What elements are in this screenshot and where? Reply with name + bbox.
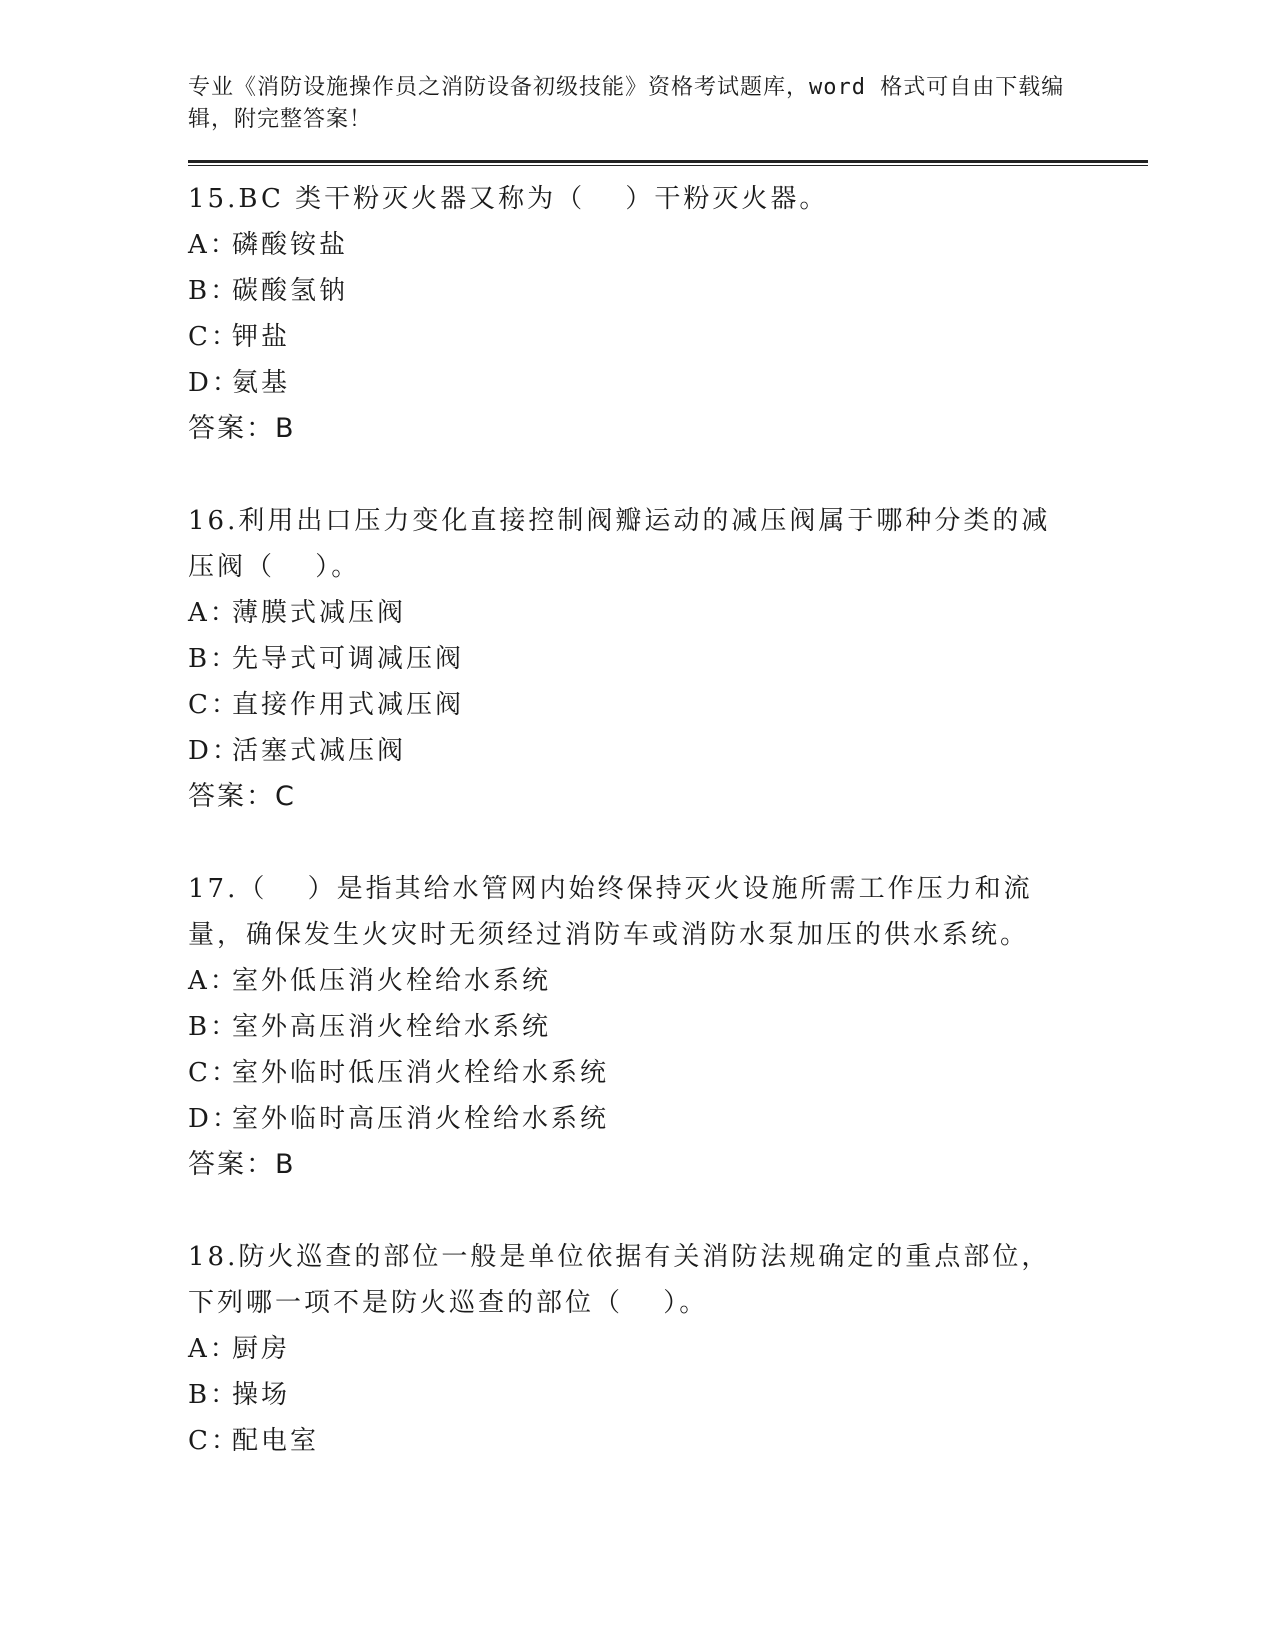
question-stem: 15.BC 类干粉灭火器又称为（ ）干粉灭火器。: [188, 184, 829, 214]
answer-option: [188, 728, 1068, 774]
document-header: 专业《消防设施操作员之消防设备初级技能》资格考试题库，word 格式可自由下载编辑，附完整答案！: [188, 75, 1065, 132]
option-text: 室外临时低压消火栓给水系统: [232, 1058, 610, 1088]
option-key: B：: [188, 1380, 240, 1410]
answer-option: [188, 1004, 1068, 1050]
answer-value: B: [275, 1149, 296, 1180]
option-key: B：: [188, 276, 240, 306]
option-key: A：: [188, 230, 239, 260]
option-text: 磷酸铵盐: [232, 230, 349, 260]
option-text: 配电室: [232, 1426, 320, 1456]
answer-line: [188, 406, 1148, 452]
answer-option: [188, 314, 1068, 360]
question-item: [188, 866, 1148, 1188]
answer-label: 答案：: [188, 1149, 275, 1180]
option-text: 碳酸氢钠: [232, 276, 349, 306]
question-list: [188, 176, 1148, 1464]
answer-option: [188, 1096, 1068, 1142]
option-key: D：: [188, 736, 241, 766]
option-text: 厨房: [232, 1334, 291, 1364]
header-divider: [188, 160, 1148, 163]
option-text: 室外临时高压消火栓给水系统: [232, 1104, 610, 1134]
question-stem: 16.利用出口压力变化直接控制阀瓣运动的减压阀属于哪种分类的减压阀（ ）。: [188, 506, 1051, 582]
answer-option: [188, 268, 1068, 314]
question-item: [188, 176, 1148, 452]
option-text: 氨基: [232, 368, 291, 398]
question-stem: 17.（ ）是指其给水管网内始终保持灭火设施所需工作压力和流量，确保发生火灾时无须经过消防车或消防水泵加压的供水系统。: [188, 874, 1033, 950]
answer-option: [188, 590, 1068, 636]
answer-line: [188, 1142, 1148, 1188]
answer-label: 答案：: [188, 781, 275, 812]
option-text: 室外高压消火栓给水系统: [232, 1012, 552, 1042]
answer-option: [188, 222, 1068, 268]
answer-value: B: [275, 413, 296, 444]
option-key: C：: [188, 1426, 240, 1456]
option-key: C：: [188, 322, 240, 352]
option-text: 直接作用式减压阀: [232, 690, 465, 720]
option-key: A：: [188, 1334, 239, 1364]
document-page: [188, 72, 1148, 1510]
answer-option: [188, 636, 1068, 682]
answer-label: 答案：: [188, 413, 275, 444]
option-key: D：: [188, 368, 241, 398]
option-text: 室外低压消火栓给水系统: [232, 966, 552, 996]
answer-option: [188, 1372, 1068, 1418]
option-key: B：: [188, 644, 240, 674]
option-key: B：: [188, 1012, 240, 1042]
option-key: D：: [188, 1104, 241, 1134]
answer-value: C: [275, 781, 296, 812]
answer-option: [188, 360, 1068, 406]
question-item: [188, 1234, 1148, 1464]
option-text: 先导式可调减压阀: [232, 644, 465, 674]
option-key: A：: [188, 966, 239, 996]
answer-option: [188, 1326, 1068, 1372]
answer-line: [188, 774, 1148, 820]
answer-option: [188, 682, 1068, 728]
option-text: 活塞式减压阀: [232, 736, 407, 766]
option-text: 操场: [232, 1380, 291, 1410]
option-key: A：: [188, 598, 239, 628]
answer-option: [188, 1050, 1068, 1096]
question-item: [188, 498, 1148, 820]
option-key: C：: [188, 1058, 240, 1088]
option-key: C：: [188, 690, 240, 720]
question-stem: 18.防火巡查的部位一般是单位依据有关消防法规确定的重点部位，下列哪一项不是防火巡查的部位（ ）。: [188, 1242, 1051, 1318]
option-text: 薄膜式减压阀: [232, 598, 407, 628]
answer-option: [188, 958, 1068, 1004]
header-divider-thin: [188, 165, 1148, 166]
answer-option: [188, 1418, 1068, 1464]
option-text: 钾盐: [232, 322, 291, 352]
